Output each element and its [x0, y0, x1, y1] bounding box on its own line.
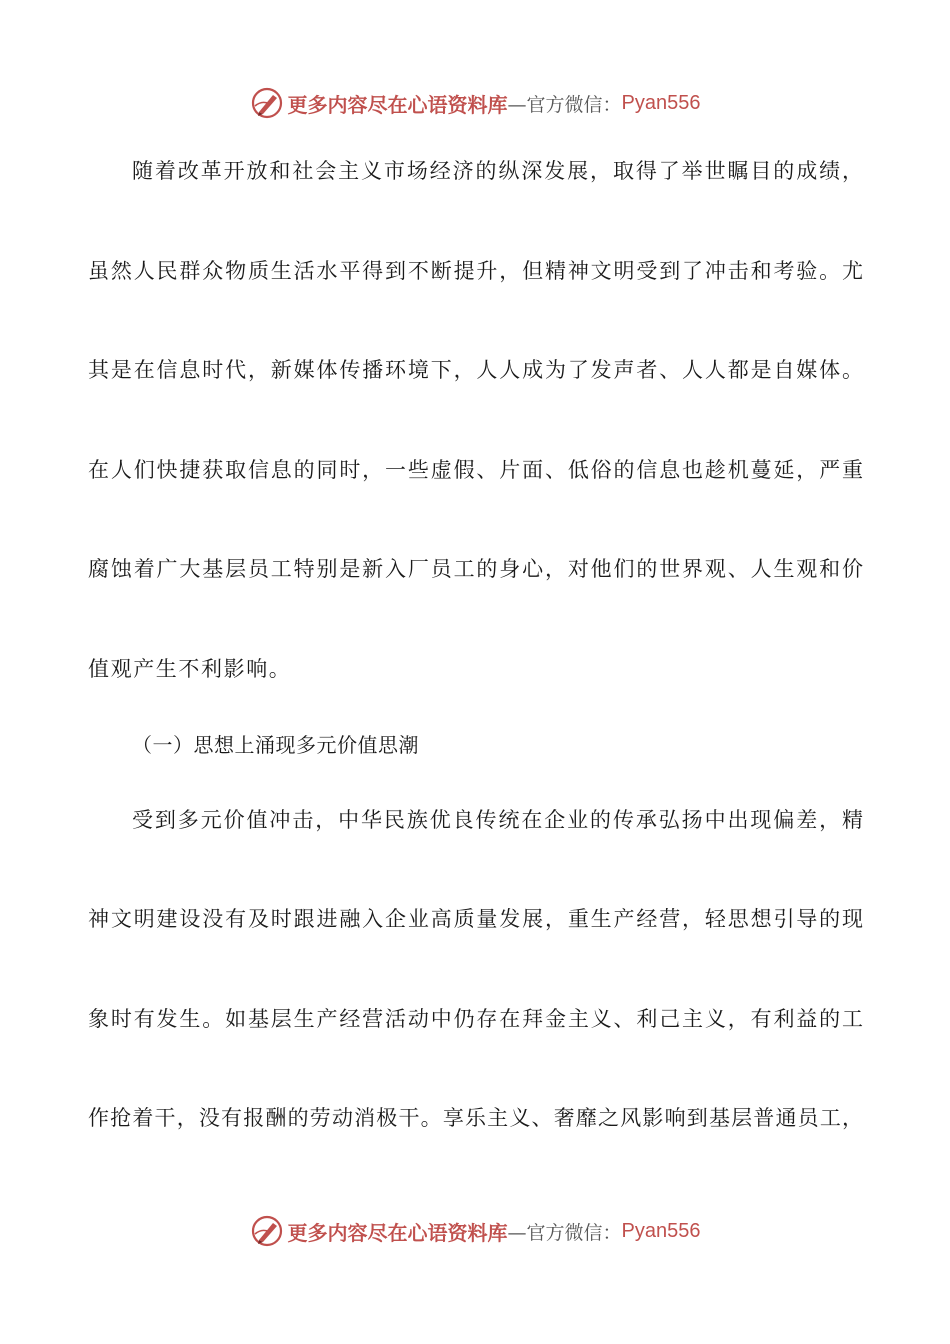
paragraph-line: 虽然人民群众物质生活水平得到不断提升，但精神文明受到了冲击和考验。尤: [88, 259, 863, 283]
paragraph-line: 作抢着干，没有报酬的劳动消极干。享乐主义、奢靡之风影响到基层普通员工，: [88, 1106, 863, 1130]
header-banner: [0, 81, 950, 125]
banner-wechat-label: —官方微信：: [507, 93, 622, 116]
banner-wechat-label: —官方微信：: [507, 1221, 622, 1244]
paragraph-line: 神文明建设没有及时跟进融入企业高质量发展，重生产经营，轻思想引导的现: [88, 907, 863, 931]
banner-title: 更多内容尽在心语资料库: [287, 92, 508, 117]
paragraph-line: 其是在信息时代，新媒体传播环境下，人人成为了发声者、人人都是自媒体。: [88, 358, 863, 382]
paragraph-line: 在人们快捷获取信息的同时，一些虚假、片面、低俗的信息也趁机蔓延，严重: [88, 458, 863, 482]
banner-title: 更多内容尽在心语资料库: [287, 1220, 508, 1245]
pen-logo-icon: [250, 1214, 284, 1248]
banner-wechat-id: Pyan556: [621, 91, 701, 114]
section-heading: （一）思想上涌现多元价值思潮: [132, 733, 419, 757]
footer-banner: [0, 1209, 950, 1253]
paragraph-line: 随着改革开放和社会主义市场经济的纵深发展，取得了举世瞩目的成绩，: [132, 159, 863, 183]
paragraph-line: 腐蚀着广大基层员工特别是新入厂员工的身心，对他们的世界观、人生观和价: [88, 557, 863, 581]
paragraph-line: 受到多元价值冲击，中华民族优良传统在企业的传承弘扬中出现偏差，精: [132, 808, 863, 832]
paragraph-line: 象时有发生。如基层生产经营活动中仍存在拜金主义、利己主义，有利益的工: [88, 1007, 863, 1031]
paragraph-line: 值观产生不利影响。: [88, 657, 292, 681]
pen-logo-icon: [250, 86, 284, 120]
banner-wechat-id: Pyan556: [621, 1219, 701, 1242]
